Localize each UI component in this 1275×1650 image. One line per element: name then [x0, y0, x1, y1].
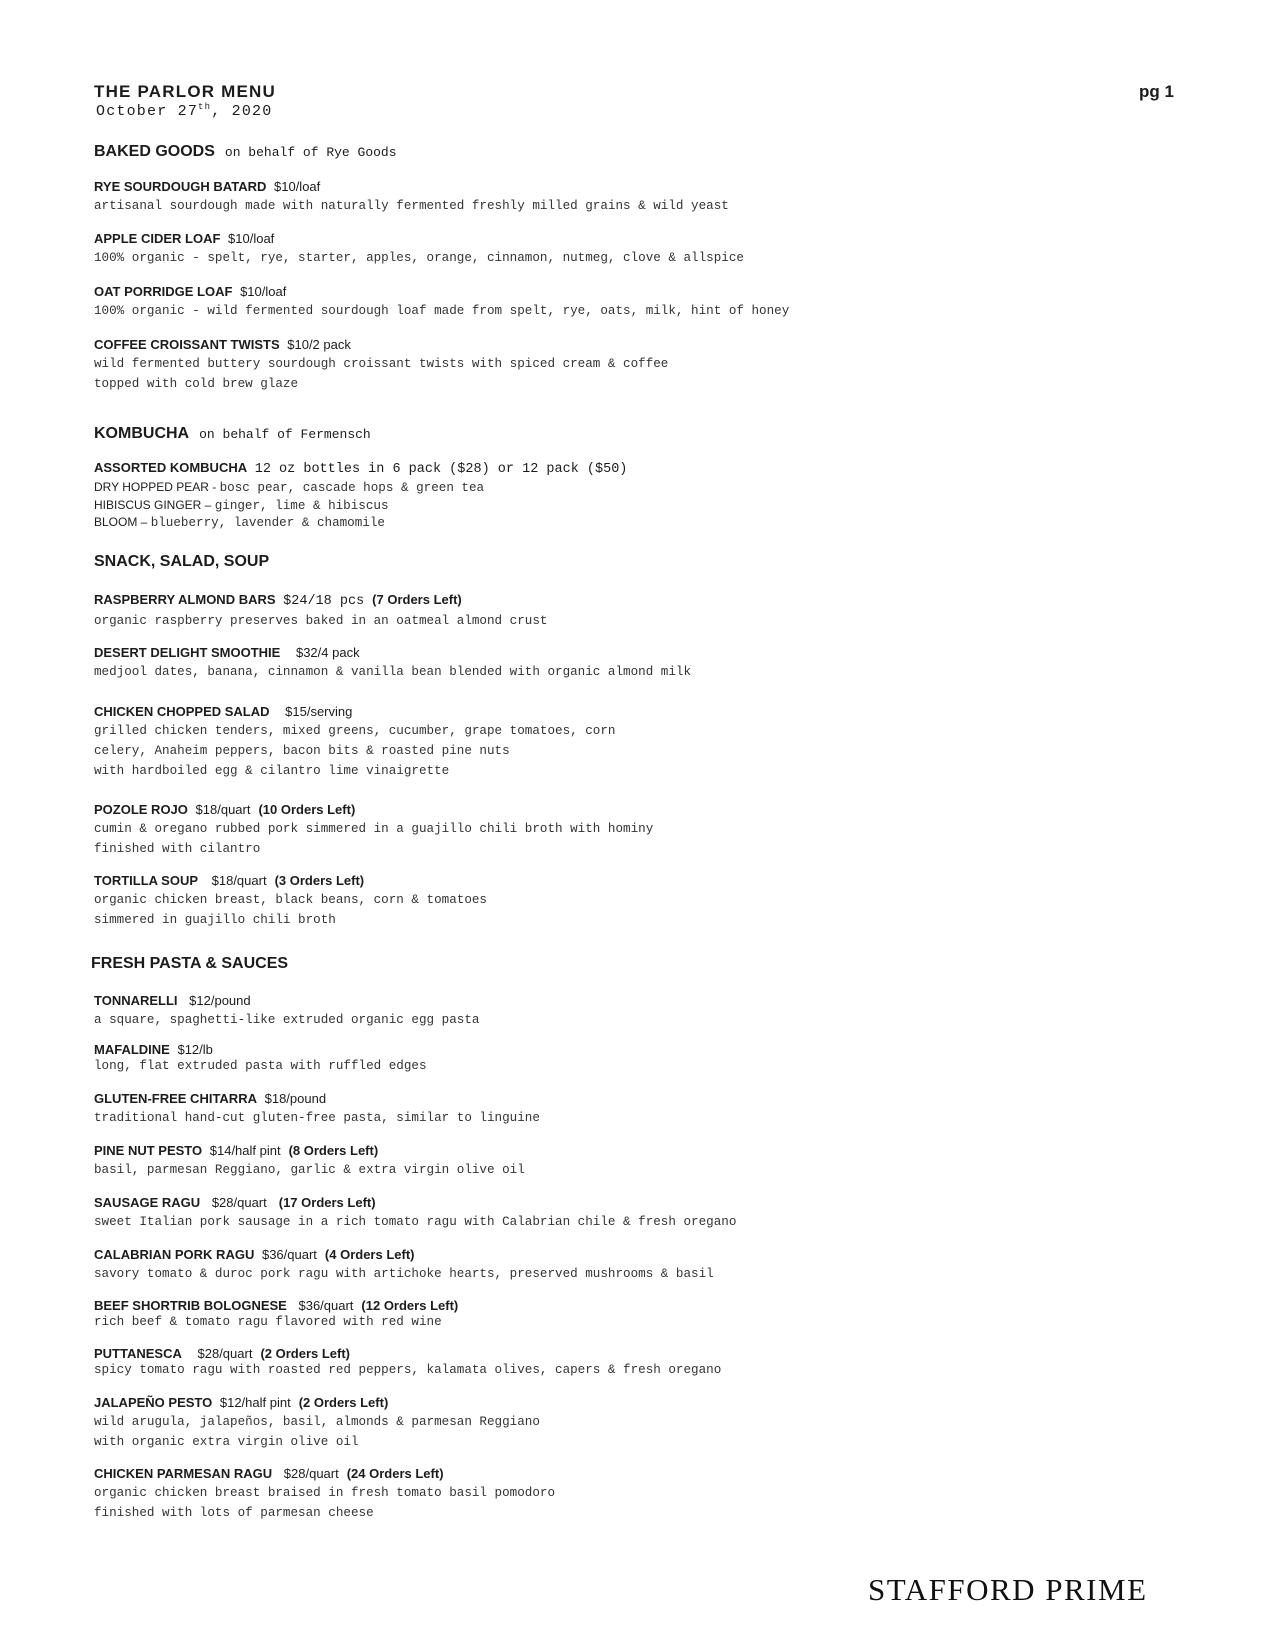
flavor-line [94, 514, 1194, 532]
item-name: CALABRIAN PORK RAGU [94, 1247, 255, 1262]
menu-item [94, 872, 1194, 930]
menu-item [94, 1297, 1194, 1332]
menu-item [94, 1394, 1194, 1452]
item-description: with hardboiled egg & cilantro lime vinaigrette [94, 764, 450, 778]
item-description: finished with cilantro [94, 842, 261, 856]
item-price: $10/loaf [274, 179, 321, 194]
item-description: cumin & oregano rubbed pork simmered in a guajillo chili broth with hominy [94, 822, 654, 836]
flavor-name: BLOOM – [94, 515, 151, 529]
item-name: JALAPEÑO PESTO [94, 1395, 213, 1410]
item-price: $10/loaf [240, 284, 287, 299]
item-name: RYE SOURDOUGH BATARD [94, 179, 267, 194]
item-price: $12/lb [177, 1042, 213, 1057]
menu-item [94, 1345, 1194, 1380]
item-name: OAT PORRIDGE LOAF [94, 284, 233, 299]
menu-item [94, 801, 1194, 859]
menu-item [94, 1090, 1194, 1128]
date-year: , 2020 [211, 103, 273, 120]
menu-item [94, 992, 1194, 1030]
flavor-name: HIBISCUS GINGER – [94, 497, 215, 512]
menu-item [94, 1142, 1194, 1180]
item-name: SAUSAGE RAGU [94, 1195, 201, 1210]
date-main: October 27 [96, 103, 199, 120]
item-price: $15/serving [285, 704, 353, 719]
item-description: basil, parmesan Reggiano, garlic & extra virgin olive oil [94, 1163, 525, 1177]
item-description: grilled chicken tenders, mixed greens, cucumber, grape tomatoes, corn [94, 724, 616, 738]
orders-left-note: (4 Orders Left) [324, 1247, 415, 1262]
item-description: 100% organic - spelt, rye, starter, apples, orange, cinnamon, nutmeg, clove & allspice [94, 251, 744, 265]
orders-left-note: (10 Orders Left) [258, 802, 356, 817]
item-price: $12/half pint [219, 1395, 291, 1410]
item-price: $18/pound [264, 1091, 327, 1106]
item-price: $10/2 pack [287, 337, 351, 352]
flavor-name: DRY HOPPED PEAR - [94, 480, 220, 494]
menu-item [94, 644, 1194, 682]
item-name: DESERT DELIGHT SMOOTHIE [94, 645, 281, 660]
section-title: KOMBUCHA [94, 425, 190, 442]
section-heading-kombucha [94, 425, 371, 443]
item-description: savory tomato & duroc pork ragu with artichoke hearts, preserved mushrooms & basil [94, 1267, 714, 1281]
brand-logo-text: STAFFORD PRIME [868, 1572, 1148, 1607]
menu-item [94, 336, 1194, 394]
menu-item [94, 1194, 1194, 1232]
item-name: CHICKEN CHOPPED SALAD [94, 704, 270, 719]
item-name: APPLE CIDER LOAF [94, 231, 221, 246]
item-name: ASSORTED KOMBUCHA [94, 460, 248, 475]
item-price: $24/18 pcs [283, 594, 365, 609]
item-name: TORTILLA SOUP [94, 873, 198, 888]
section-heading-fresh-pasta: FRESH PASTA & SAUCES [91, 955, 289, 972]
item-description: organic raspberry preserves baked in an oatmeal almond crust [94, 614, 548, 628]
item-name: COFFEE CROISSANT TWISTS [94, 337, 280, 352]
item-name: TONNARELLI [94, 993, 178, 1008]
item-description: wild arugula, jalapeños, basil, almonds & parmesan Reggiano [94, 1415, 540, 1429]
orders-left-note: (2 Orders Left) [260, 1346, 351, 1361]
item-name: POZOLE ROJO [94, 802, 188, 817]
item-name: GLUTEN-FREE CHITARRA [94, 1091, 257, 1106]
item-description: wild fermented buttery sourdough croissant twists with spiced cream & coffee [94, 357, 669, 371]
orders-left-note: (12 Orders Left) [361, 1298, 459, 1313]
menu-date [96, 103, 272, 120]
section-subtitle: on behalf of Fermensch [199, 427, 371, 442]
item-price: $32/4 pack [295, 645, 360, 660]
item-name: PINE NUT PESTO [94, 1143, 203, 1158]
item-description: with organic extra virgin olive oil [94, 1435, 359, 1449]
item-price: $18/quart [211, 873, 267, 888]
section-heading-snack-salad-soup: SNACK, SALAD, SOUP [94, 553, 270, 570]
menu-item [94, 459, 1194, 532]
item-name: RASPBERRY ALMOND BARS [94, 592, 276, 607]
item-description: artisanal sourdough made with naturally fermented freshly milled grains & wild yeast [94, 199, 729, 213]
orders-left-note: (3 Orders Left) [274, 873, 365, 888]
menu-item [94, 1465, 1194, 1523]
menu-item [94, 1041, 1194, 1076]
page-number: pg 1 [1139, 82, 1174, 101]
item-description: a square, spaghetti-like extruded organic egg pasta [94, 1013, 480, 1027]
flavor-description: bosc pear, cascade hops & green tea [219, 481, 485, 495]
item-price: $28/quart [283, 1466, 339, 1481]
item-price: $36/quart [298, 1298, 354, 1313]
item-description: spicy tomato ragu with roasted red peppers, kalamata olives, capers & fresh oregano [94, 1363, 722, 1377]
flavor-line [94, 479, 1194, 497]
orders-left-note: (7 Orders Left) [372, 592, 462, 607]
item-description: rich beef & tomato ragu flavored with red wine [94, 1315, 442, 1329]
orders-left-note: (2 Orders Left) [298, 1395, 389, 1410]
item-name: PUTTANESCA [94, 1346, 182, 1361]
section-subtitle: on behalf of Rye Goods [224, 145, 397, 160]
item-price: $36/quart [261, 1247, 317, 1262]
item-description: topped with cold brew glaze [94, 377, 299, 391]
menu-item [94, 703, 1194, 781]
menu-title: THE PARLOR MENU [94, 82, 277, 101]
item-description: organic chicken breast, black beans, corn & tomatoes [94, 893, 487, 907]
item-description: medjool dates, banana, cinnamon & vanilla bean blended with organic almond milk [94, 665, 692, 679]
menu-item [94, 1246, 1194, 1284]
flavor-description: ginger, lime & hibiscus [214, 498, 389, 513]
item-description: traditional hand-cut gluten-free pasta, similar to linguine [94, 1111, 540, 1125]
menu-item [94, 178, 1194, 216]
item-price: 12 oz bottles in 6 pack ($28) or 12 pack ($50) [254, 462, 628, 477]
item-price: $10/loaf [228, 231, 275, 246]
item-description: organic chicken breast braised in fresh tomato basil pomodoro [94, 1486, 556, 1500]
flavor-description: blueberry, lavender & chamomile [150, 516, 385, 530]
item-price: $18/quart [195, 802, 251, 817]
item-name: CHICKEN PARMESAN RAGU [94, 1466, 273, 1481]
section-heading-baked-goods [94, 143, 397, 161]
item-name: MAFALDINE [94, 1042, 170, 1057]
menu-item [94, 591, 1194, 631]
menu-item [94, 230, 1194, 268]
item-description: finished with lots of parmesan cheese [94, 1506, 374, 1520]
item-price: $28/quart [197, 1346, 253, 1361]
item-price: $14/half pint [209, 1143, 281, 1158]
item-description: sweet Italian pork sausage in a rich tomato ragu with Calabrian chile & fresh oregano [94, 1215, 737, 1229]
flavor-line [94, 497, 1194, 515]
orders-left-note: (17 Orders Left) [278, 1195, 376, 1210]
item-name: BEEF SHORTRIB BOLOGNESE [94, 1298, 287, 1313]
item-description: simmered in guajillo chili broth [94, 913, 336, 927]
section-title: BAKED GOODS [94, 143, 215, 160]
orders-left-note: (8 Orders Left) [288, 1143, 379, 1158]
item-price: $28/quart [211, 1195, 267, 1210]
orders-left-note: (24 Orders Left) [346, 1466, 444, 1481]
item-description: celery, Anaheim peppers, bacon bits & roasted pine nuts [94, 744, 510, 758]
item-price: $12/pound [189, 993, 251, 1008]
item-description: 100% organic - wild fermented sourdough loaf made from spelt, rye, oats, milk, hint of honey [94, 304, 790, 318]
item-description: long, flat extruded pasta with ruffled edges [94, 1059, 427, 1073]
date-ordinal: th [198, 102, 212, 112]
menu-item [94, 283, 1194, 321]
